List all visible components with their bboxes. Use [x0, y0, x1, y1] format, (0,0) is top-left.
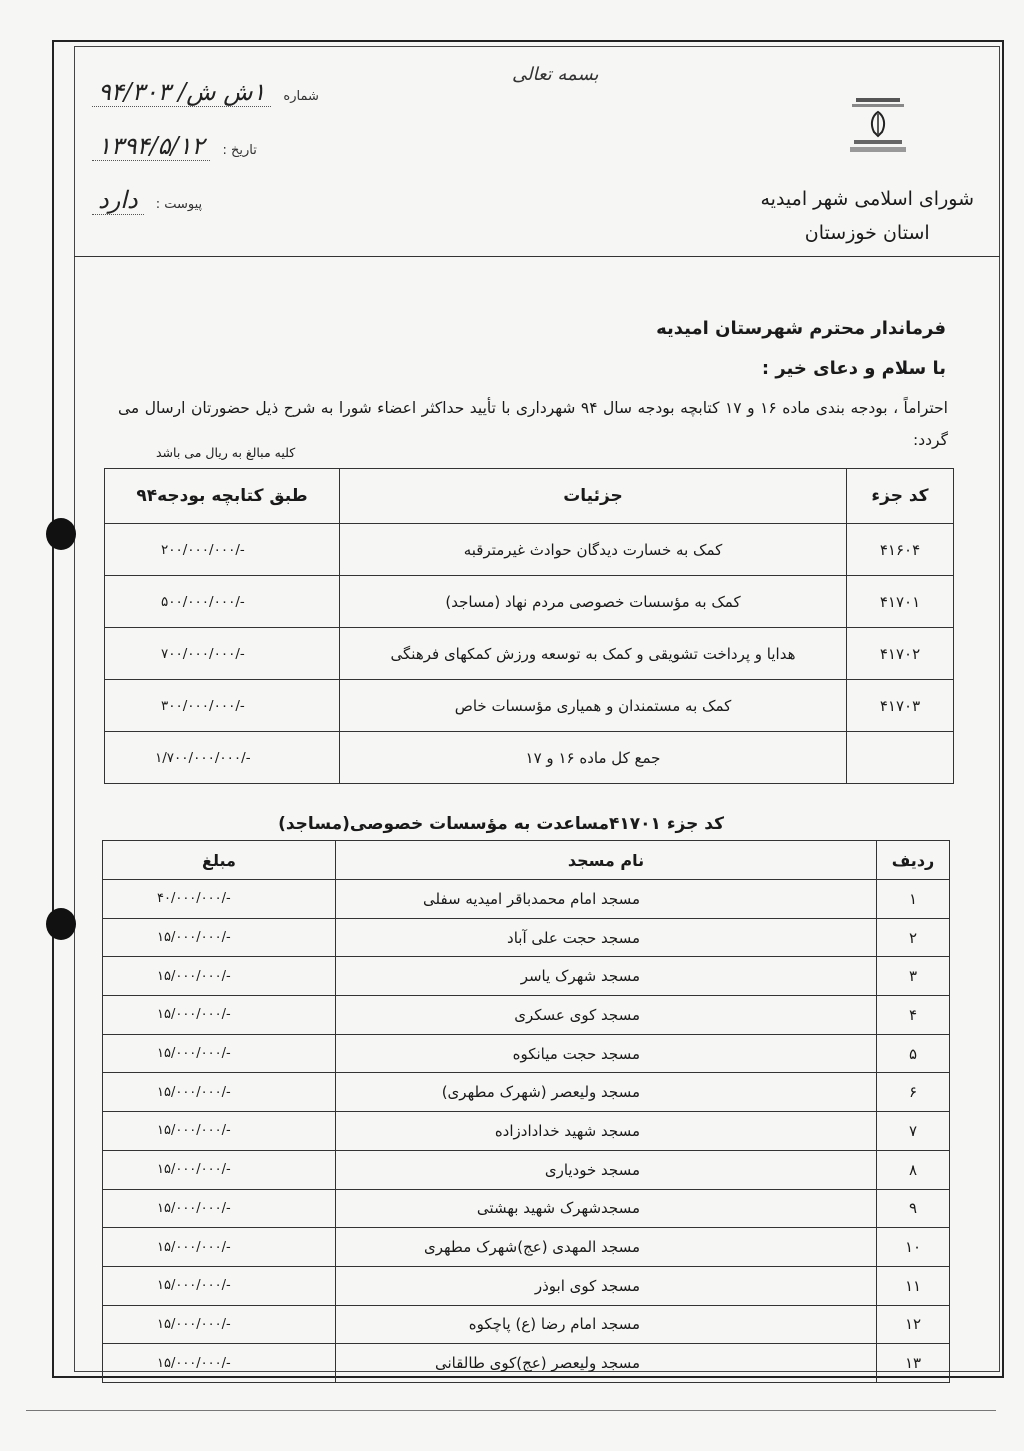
row-amount: ۷۰۰/۰۰۰/۰۰۰/-: [105, 628, 340, 680]
row-code: ۴۱۶۰۴: [847, 524, 954, 576]
mosque-amount: ۱۵/۰۰۰/۰۰۰/-: [103, 1305, 336, 1344]
row-details: هدایا و پرداخت تشویقی و کمک به توسعه ورزش کمکهای فرهنگی: [340, 628, 847, 680]
table-row: [103, 918, 950, 957]
mosque-name: مسجد المهدی (عج)شهرک مطهری: [336, 1228, 877, 1267]
mosque-amount: ۱۵/۰۰۰/۰۰۰/-: [103, 918, 336, 957]
bottom-divider: [26, 1410, 996, 1411]
row-amount: ۲۰۰/۰۰۰/۰۰۰/-: [105, 524, 340, 576]
table-row: [103, 1150, 950, 1189]
mosque-name: مسجد امام رضا (ع) پاچکوه: [336, 1305, 877, 1344]
mosque-name: مسجد کوی ابوذر: [336, 1266, 877, 1305]
number-value: ۱ش ش/ ۹۴/۳۰۳: [92, 78, 271, 107]
mosque-amount: ۱۵/۰۰۰/۰۰۰/-: [103, 996, 336, 1035]
letter-date: [92, 132, 257, 160]
row-number: ۶: [877, 1073, 950, 1112]
issuer-block: [760, 182, 974, 250]
letter-number: [92, 78, 319, 106]
row-code: ۴۱۷۰۱: [847, 576, 954, 628]
mosque-name: مسجد خودیاری: [336, 1150, 877, 1189]
council-name: شورای اسلامی شهر امیدیه: [760, 188, 974, 210]
mosque-amount: ۱۵/۰۰۰/۰۰۰/-: [103, 1344, 336, 1383]
row-number: ۱۰: [877, 1228, 950, 1267]
mosque-amount: ۱۵/۰۰۰/۰۰۰/-: [103, 1112, 336, 1151]
table-row: [103, 1112, 950, 1151]
mosque-name: مسجد شهید خدادادزاده: [336, 1112, 877, 1151]
row-amount: ۵۰۰/۰۰۰/۰۰۰/-: [105, 576, 340, 628]
row-details: کمک به مؤسسات خصوصی مردم نهاد (مساجد): [340, 576, 847, 628]
punch-hole-icon: [46, 518, 76, 550]
attachment-label: پیوست :: [155, 197, 203, 212]
mosque-name: مسجد حجت میانکوه: [336, 1034, 877, 1073]
header-row-number: ردیف: [877, 841, 950, 880]
row-number: ۹: [877, 1189, 950, 1228]
mosque-amount: ۱۵/۰۰۰/۰۰۰/-: [103, 1228, 336, 1267]
mosque-table-title: کد جزء ۴۱۷۰۱مساعدت به مؤسسات خصوصی(مساجد): [278, 814, 724, 834]
mosque-amount: ۱۵/۰۰۰/۰۰۰/-: [103, 957, 336, 996]
date-value: ۱۳۹۴/۵/۱۲: [92, 132, 210, 161]
header-details: جزئیات: [340, 469, 847, 524]
table-row: [103, 1266, 950, 1305]
row-number: ۲: [877, 918, 950, 957]
row-number: ۱۲: [877, 1305, 950, 1344]
row-number: ۱: [877, 880, 950, 919]
date-label: تاریخ :: [222, 143, 257, 158]
table-row: [105, 680, 954, 732]
row-details: کمک به خسارت دیدگان حوادث غیرمترقبه: [340, 524, 847, 576]
row-number: ۴: [877, 996, 950, 1035]
mosque-amount: ۱۵/۰۰۰/۰۰۰/-: [103, 1266, 336, 1305]
mosque-name: مسجد حجت علی آباد: [336, 918, 877, 957]
table-header-row: [103, 841, 950, 880]
header-code: کد جزء: [847, 469, 954, 524]
row-details: کمک به مستمندان و همیاری مؤسسات خاص: [340, 680, 847, 732]
mosque-amount: ۱۵/۰۰۰/۰۰۰/-: [103, 1034, 336, 1073]
table-row: [103, 880, 950, 919]
table-row: [105, 628, 954, 680]
table-header-row: [105, 469, 954, 524]
mosque-name: مسجد ولیعصر (شهرک مطهری): [336, 1073, 877, 1112]
mosque-table: [102, 840, 950, 1383]
mosque-name: مسجد شهرک یاسر: [336, 957, 877, 996]
row-code: [847, 732, 954, 784]
header-mosque-name: نام مسجد: [336, 841, 877, 880]
table-row: [105, 576, 954, 628]
table-row: [103, 996, 950, 1035]
addressee: فرماندار محترم شهرستان امیدیه: [656, 318, 946, 339]
attachment-value: دارد: [92, 186, 144, 215]
table-row: [103, 1344, 950, 1383]
punch-hole-icon: [46, 908, 76, 940]
table-row: [103, 957, 950, 996]
table-row: [103, 1073, 950, 1112]
mosque-amount: ۴۰/۰۰۰/۰۰۰/-: [103, 880, 336, 919]
row-details: جمع کل ماده ۱۶ و ۱۷: [340, 732, 847, 784]
number-label: شماره: [283, 89, 319, 104]
row-number: ۱۱: [877, 1266, 950, 1305]
row-number: ۸: [877, 1150, 950, 1189]
mosque-name: مسجد امام محمدباقر امیدیه سفلی: [336, 880, 877, 919]
mosque-name: مسجد ولیعصر (عج)کوی طالقانی: [336, 1344, 877, 1383]
header-divider: [74, 256, 1000, 257]
mosque-amount: ۱۵/۰۰۰/۰۰۰/-: [103, 1189, 336, 1228]
iran-emblem-icon: [846, 92, 910, 160]
letter-body: احتراماً ، بودجه بندی ماده ۱۶ و ۱۷ کتابچه بودجه سال ۹۴ شهرداری با تأیید حداکثر اعضاء شورا به شرح ذیل حضورتان ارسال می گردد:: [118, 399, 948, 449]
header-amount: مبلغ: [103, 841, 336, 880]
mosque-name: مسجدشهرک شهید بهشتی: [336, 1189, 877, 1228]
currency-note: کلیه مبالغ به ریال می باشد: [156, 445, 296, 460]
budget-table: [104, 468, 954, 784]
table-row: [105, 524, 954, 576]
mosque-amount: ۱۵/۰۰۰/۰۰۰/-: [103, 1073, 336, 1112]
table-row: [103, 1228, 950, 1267]
province-name: استان خوزستان: [804, 222, 930, 244]
header-amount: طبق کتابچه بودجه۹۴: [105, 469, 340, 524]
row-number: ۷: [877, 1112, 950, 1151]
basmala-handwritten: بسمه تعالی: [512, 64, 599, 85]
row-number: ۳: [877, 957, 950, 996]
table-row: [103, 1034, 950, 1073]
table-row: [103, 1305, 950, 1344]
mosque-name: مسجد کوی عسکری: [336, 996, 877, 1035]
total-row: [105, 732, 954, 784]
row-code: ۴۱۷۰۳: [847, 680, 954, 732]
row-number: ۵: [877, 1034, 950, 1073]
row-amount: ۳۰۰/۰۰۰/۰۰۰/-: [105, 680, 340, 732]
greeting: با سلام و دعای خیر :: [761, 358, 946, 379]
row-amount: ۱/۷۰۰/۰۰۰/۰۰۰/-: [105, 732, 340, 784]
mosque-amount: ۱۵/۰۰۰/۰۰۰/-: [103, 1150, 336, 1189]
table-row: [103, 1189, 950, 1228]
letter-attachment: [92, 186, 202, 214]
row-number: ۱۳: [877, 1344, 950, 1383]
row-code: ۴۱۷۰۲: [847, 628, 954, 680]
